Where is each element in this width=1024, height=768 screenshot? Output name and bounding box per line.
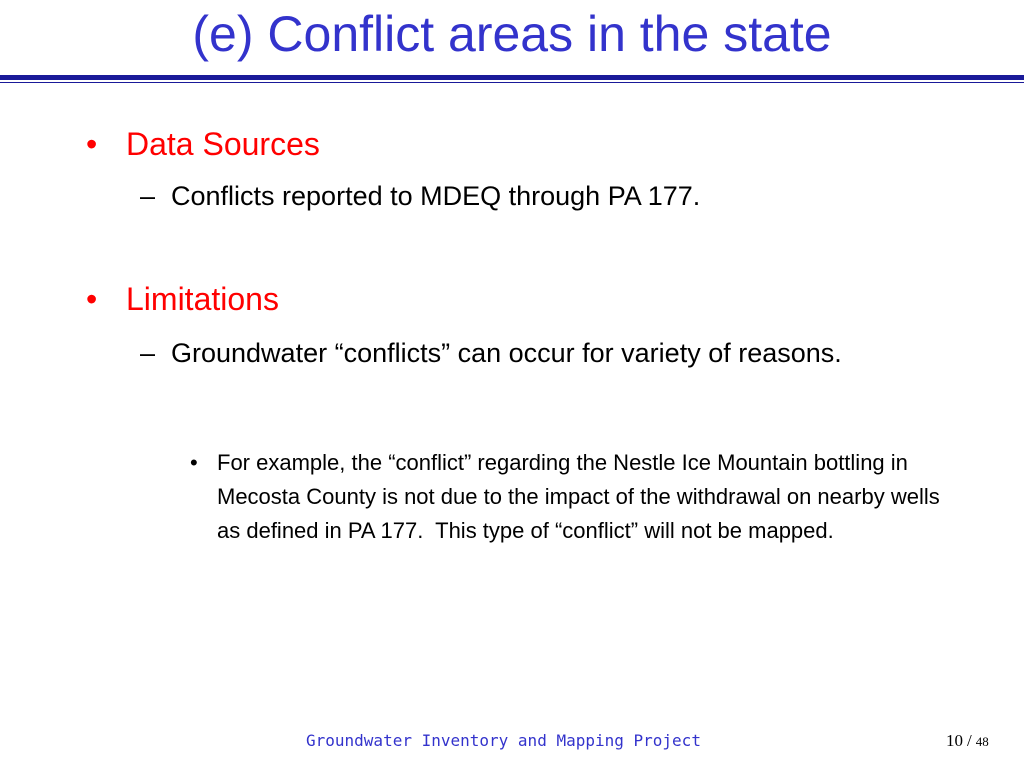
bullet-limitations [86, 280, 279, 318]
footer-project-name: Groundwater Inventory and Mapping Project [306, 731, 701, 750]
sub-bullet-conflicts-reported [140, 177, 900, 215]
page-current: 10 [946, 731, 963, 750]
page-number [946, 731, 989, 751]
page-separator: / [967, 731, 972, 750]
bullet-marker: • [190, 450, 198, 475]
sub-sub-bullet-text: For example, the “conflict” regarding the Nestle Ice Mountain bottling in Mecosta County is not due to the impact of the withdrawal on nearby wells as defined in PA 177. This type of “conflict” will not be mapped. [217, 450, 946, 543]
bullet-heading: Data Sources [126, 126, 320, 162]
bullet-data-sources [86, 125, 320, 163]
page-total: 48 [975, 734, 989, 749]
sub-bullet-groundwater-conflicts [140, 334, 880, 372]
dash-marker: – [140, 338, 156, 368]
sub-bullet-text: Conflicts reported to MDEQ through PA 177. [171, 181, 701, 211]
slide-title: (e) Conflict areas in the state [192, 6, 832, 62]
sub-sub-bullet-nestle-example [190, 446, 950, 548]
title-divider [0, 75, 1024, 85]
dash-marker: – [140, 181, 156, 211]
bullet-marker: • [86, 281, 98, 317]
bullet-heading: Limitations [126, 281, 279, 317]
sub-bullet-text: Groundwater “conflicts” can occur for variety of reasons. [171, 338, 842, 368]
bullet-marker: • [86, 126, 98, 162]
title-divider-thick-line [0, 75, 1024, 80]
title-divider-thin-line [0, 82, 1024, 83]
